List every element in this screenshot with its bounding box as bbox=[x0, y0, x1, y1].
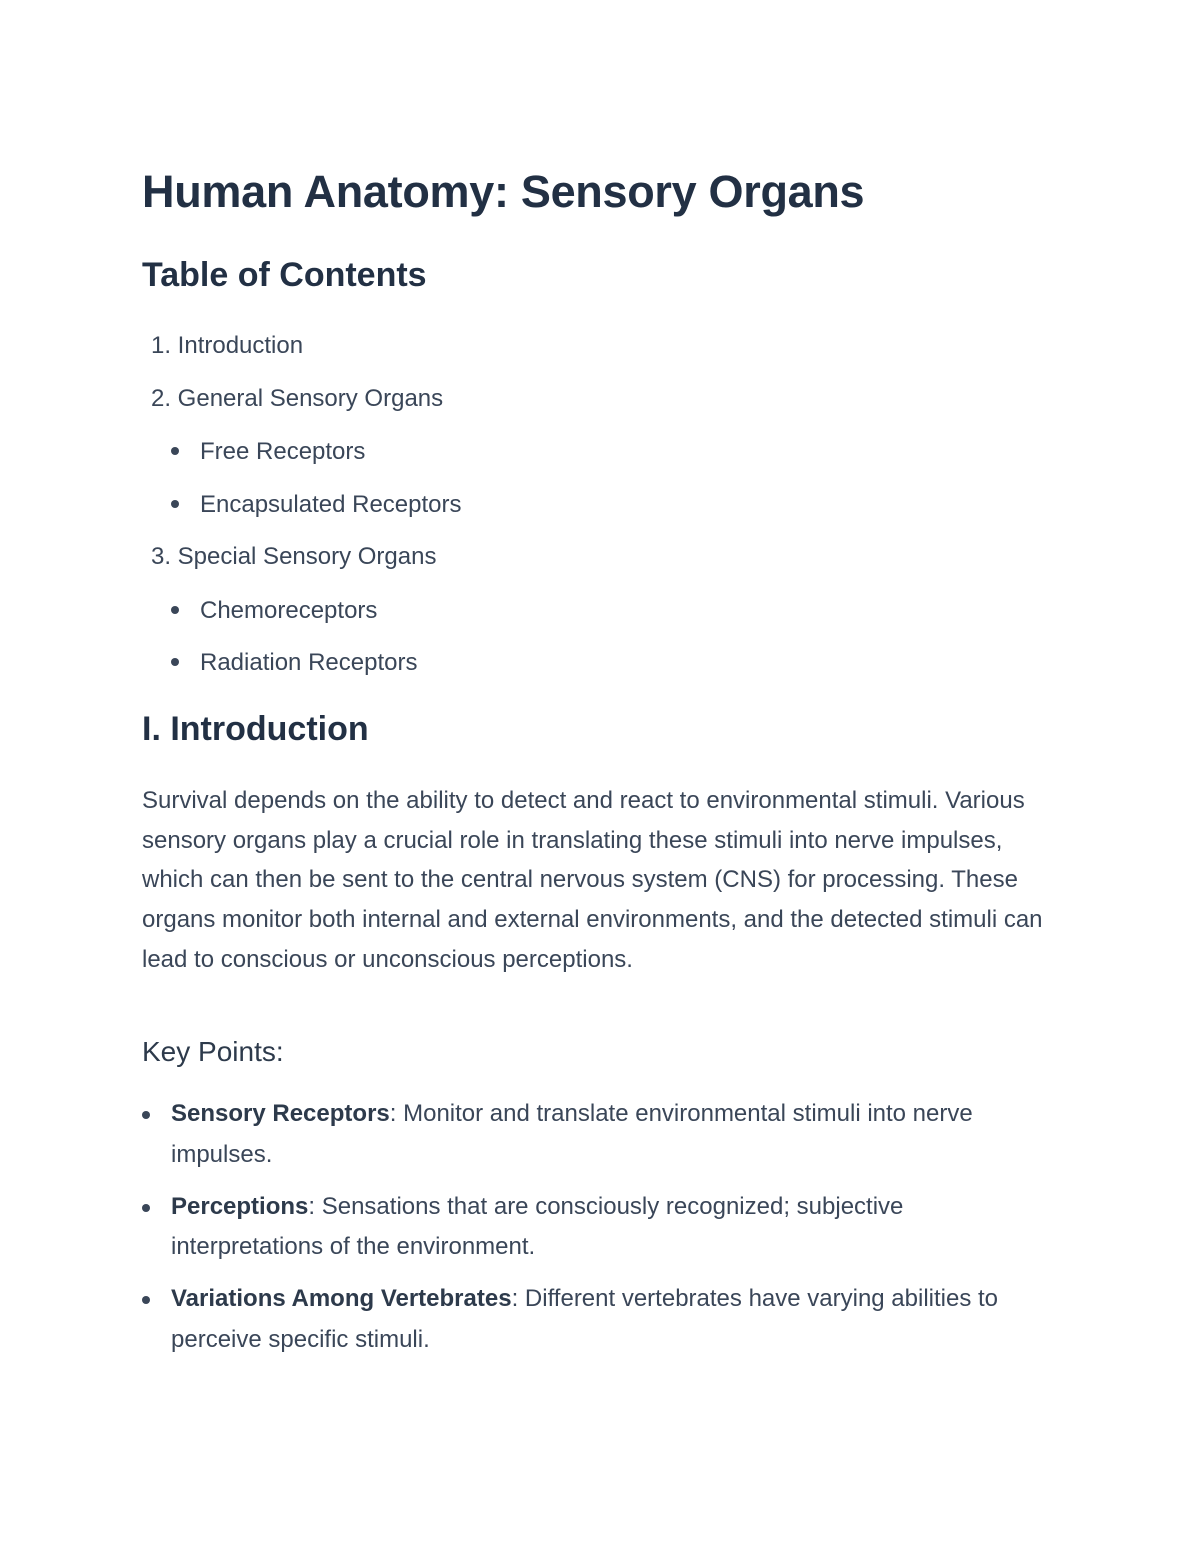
toc-item-special-sensory-organs[interactable] bbox=[142, 542, 436, 572]
key-points-heading: Key Points: bbox=[142, 1036, 284, 1067]
toc-item-label: Introduction bbox=[177, 332, 304, 359]
bullet-icon bbox=[142, 1296, 150, 1304]
toc-item-label: General Sensory Organs bbox=[177, 385, 444, 412]
toc-heading: Table of Contents bbox=[142, 256, 427, 294]
toc-subitem-radiation-receptors[interactable] bbox=[171, 648, 417, 678]
key-point-item bbox=[142, 1187, 1054, 1268]
toc-item-number: 3. bbox=[150, 543, 171, 570]
toc-item-number: 1. bbox=[150, 332, 171, 359]
bullet-icon bbox=[171, 606, 179, 614]
key-point-text: : Sensations that are consciously recognized; subjective interpretations of the environment. bbox=[171, 1192, 904, 1260]
bullet-icon bbox=[142, 1204, 150, 1212]
toc-subitem-free-receptors[interactable] bbox=[171, 437, 365, 467]
section-heading-introduction: I. Introduction bbox=[142, 710, 369, 748]
key-point-item bbox=[142, 1094, 1054, 1175]
introduction-paragraph: Survival depends on the ability to detect and react to environmental stimuli. Various sensory organs play a crucial role in translating these stimuli into nerve impulses, which can then be sent to the central nervous system (CNS) for processing. These organs monitor both internal and external environments, and the detected stimuli can lead to conscious or unconscious perceptions. bbox=[142, 787, 1043, 973]
key-point-term: Perceptions bbox=[171, 1192, 309, 1220]
document-title: Human Anatomy: Sensory Organs bbox=[142, 166, 865, 217]
toc-subitem-encapsulated-receptors[interactable] bbox=[171, 490, 462, 520]
toc-subitem-label: Radiation Receptors bbox=[200, 649, 418, 676]
bullet-icon bbox=[142, 1111, 150, 1119]
key-point-term: Variations Among Vertebrates bbox=[171, 1285, 512, 1312]
toc-subitem-label: Free Receptors bbox=[200, 438, 366, 465]
bullet-icon bbox=[171, 500, 179, 508]
bullet-icon bbox=[171, 447, 179, 455]
bullet-icon bbox=[171, 658, 179, 666]
key-point-text: : Different vertebrates have varying abilities to perceive specific stimuli. bbox=[171, 1285, 999, 1353]
key-points-list bbox=[142, 1094, 1054, 1372]
key-point-item bbox=[142, 1279, 1054, 1360]
toc-item-general-sensory-organs[interactable] bbox=[142, 384, 443, 414]
toc-subitem-chemoreceptors[interactable] bbox=[171, 596, 377, 626]
toc-item-introduction[interactable] bbox=[142, 331, 303, 361]
toc-item-number: 2. bbox=[150, 385, 171, 412]
toc-subitem-label: Chemoreceptors bbox=[200, 597, 378, 624]
key-point-text: : Monitor and translate environmental stimuli into nerve impulses. bbox=[171, 1100, 973, 1168]
key-point-term: Sensory Receptors bbox=[171, 1100, 390, 1127]
toc-subitem-label: Encapsulated Receptors bbox=[200, 491, 462, 518]
toc-item-label: Special Sensory Organs bbox=[177, 543, 437, 570]
